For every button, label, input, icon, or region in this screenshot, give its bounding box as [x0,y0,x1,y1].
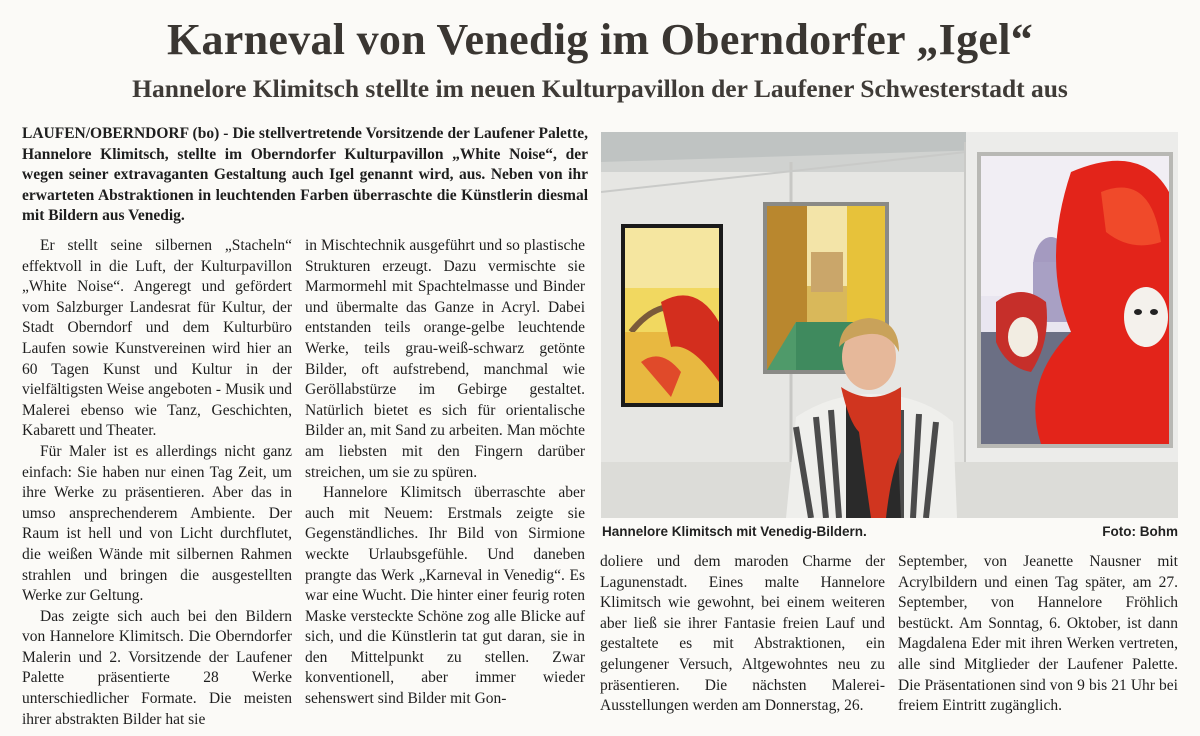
photo-illustration [601,132,1178,518]
headline: Karneval von Venedig im Oberndorfer „Igel“ [166,15,1034,64]
text-column-1 [22,236,292,730]
paragraph: Das zeigte sich auch bei den Bildern von Hannelore Klimitsch. Die Oberndorfer Malerin und 2. Vorsitzende der Laufener Palette präsentierte 28 Werke unterschiedlicher Formate. Die meisten ihrer abstrakten Bilder hat sie [22,607,292,728]
painting-venice-bridge [621,224,723,407]
photo-credit: Foto: Bohm [1102,524,1178,539]
painting-karneval-in-venedig [977,152,1173,448]
paragraph: in Mischtechnik ausgeführt und so plastische Strukturen erzeugt. Dazu vermischte sie Marmormehl mit Spachtelmasse und Binder und übermalte das Ganze in Acryl. Dabei entstanden teils orange-gelbe leuchtende Werke, teils grau-weiß-schwarz getönte Bilder, oft aufstrebend, manchmal wie Geröllabstürze im Gebirge gestaltet. Natürlich bietet es sich für orientalische Bilder an, mit Sand zu arbeiten. Man möchte am liebsten mit den Fingern darüber streichen, um sie zu spüren. [305,237,585,481]
photo-caption: Hannelore Klimitsch mit Venedig-Bildern. [602,524,867,539]
paragraph: Hannelore Klimitsch überraschte aber auch mit Neuem: Erstmals zeigte sie Gegenständliches. Ihr Bild von Sirmione weckte Urlaubsgefühle. Und daneben prangte das Werk „Karneval in Venedig“. Es war eine Wucht. Die hinter einer feurig roten Maske versteckte Schöne zog alle Blicke auf sich, und die Künstlerin tat gut daran, sie in den Mittelpunkt zu stellen. Zwar konventionell, aber immer wieder sehenswert sind Bilder mit Gon- [305,484,585,708]
text-column-3 [600,552,885,717]
paragraph: Für Maler ist es allerdings nicht ganz einfach: Sie haben nur einen Tag Zeit, um ihre Werke zu präsentieren. Aber das in umso ansprechenderem Ambiente. Der Raum ist hell und von Licht durchflutet, die weißen Wände mit silbernen Rahmen strahlen und bringen die ausgestellten Werke zur Geltung. [22,442,292,605]
lead-paragraph: LAUFEN/OBERNDORF (bo) - Die stellvertretende Vorsitzende der Laufener Palette, Hannelore Klimitsch, stellte im Oberndorfer Kulturpavillon „White Noise“, der wegen seiner extravaganten Gestaltung auch Igel genannt wird, aus. Neben von ihr erwarteten Abstraktionen in leuchtenden Farben überraschte die Künstlerin diesmal mit Bildern aus Venedig. [22,125,588,224]
photo-caption-bar [602,524,1178,546]
paragraph: doliere und dem maroden Charme der Lagunenstadt. Eines malte Hannelore Klimitsch wie gewohnt, bei einem weiteren aber ließ sie ihrer Fantasie freien Lauf und gestaltete es mit Abstraktionen, ein gelungener Versuch, Altgewohntes neu zu präsentieren. Die nächsten Malerei-Ausstellungen werden am Donnerstag, 26. [600,553,885,715]
article-photo [601,132,1178,518]
paragraph: Er stellt seine silbernen „Stacheln“ effektvoll in die Luft, der Kulturpavillon „White Noise“. Angeregt und gefördert vom Salzburger Landesrat für Kultur, der Stadt Oberndorf und dem Kulturbüro Laufen sowie Kunstvereinen wird hier an 60 Tagen Kunst und Kultur in der vielfältigsten Weise angeboten - Musik und Malerei ebenso wie Tanz, Geschichten, Kabarett und Theater. [22,237,292,440]
text-column-4 [898,552,1178,717]
paragraph: September, von Jeanette Nausner mit Acrylbildern und einen Tag später, am 27. September, von Hannelore Fröhlich bestückt. Am Sonntag, 6. Oktober, ist dann Magdalena Eder mit ihren Werken vertreten, alle sind Mitglieder der Laufener Palette. Die Präsentationen sind von 9 bis 21 Uhr bei freiem Eintritt zugänglich. [898,553,1178,715]
text-column-2 [305,236,585,710]
subheadline: Hannelore Klimitsch stellte im neuen Kulturpavillon der Laufener Schwesterstadt aus [132,74,1068,103]
